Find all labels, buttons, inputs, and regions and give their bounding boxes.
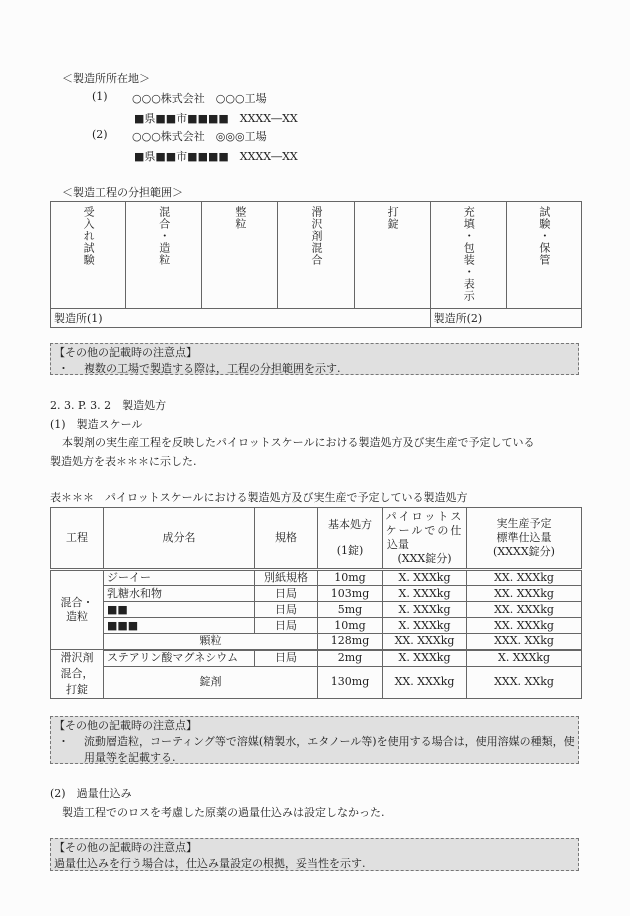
spec: 日局 [255,618,318,634]
pilot-amount: X. XXXkg [383,650,467,667]
spec: 日局 [255,586,318,602]
basic-amount: 10mg [318,618,383,634]
note-1-text: 複数の工場で製造する際は，工程の分担範囲を示す. [84,362,341,375]
note-box-2 [50,716,579,764]
spec: 別紙規格 [255,570,318,586]
total-basic: 130mg [318,666,383,698]
site-1-range: 製造所(1) [51,309,431,328]
step-sizing: 整粒 [202,202,278,309]
subsection-overage: (2) 過量仕込み [50,787,132,800]
pilot-amount: X. XXXkg [383,586,467,602]
process-mixing-granulation: 混合・造粒 [51,570,104,650]
ingredient-name: ■■■ [104,618,255,634]
note-2-text: 流動層造粒，コーティング等で溶媒(精製水，エタノール等)を使用する場合は，使用溶媒の種類，使用量等を記載する. [84,735,575,764]
header-ingredient: 成分名 [104,508,255,570]
table-row [51,570,582,586]
step-mixing-granulation: 混合・造粒 [126,202,202,309]
basic-amount: 5mg [318,602,383,618]
note-box-3 [50,838,579,871]
subtotal-row [51,634,582,650]
process-lubricant-tableting: 滑沢剤 混合， 打錠 [51,650,104,699]
total-label: 錠剤 [104,666,318,698]
site-2-address: ■県■■市■■■■ XXXX―XX [134,150,298,163]
step-receiving-test: 受入れ試験 [51,202,126,309]
pilot-amount: X. XXXkg [383,618,467,634]
step-filling-packaging: 充填・包装・表示 [430,202,506,309]
header-spec: 規格 [255,508,318,570]
table-row [51,618,582,634]
formula-table-caption: 表＊＊＊ パイロットスケールにおける製造処方及び実生産で予定している製造処方 [50,491,468,504]
process-share-table [50,201,582,328]
paragraph-1-line-1: 本製剤の実生産工程を反映したパイロットスケールにおける製造処方及び実生産で予定している [62,436,535,449]
header-pilot-charge: パイロットス ケールでの仕 込量 (XXX錠分) [383,508,467,570]
header-process: 工程 [51,508,104,570]
pilot-amount: X. XXXkg [383,570,467,586]
note-1-bullet: ・ [58,362,69,375]
site-2-name: ○○○株式会社 ◎◎◎工場 [132,130,267,143]
header-basic-formula: 基本処方 (1錠) [318,508,383,570]
subsection-manufacturing-scale: (1) 製造スケール [50,418,143,431]
site-1-address: ■県■■市■■■■ XXXX―XX [134,112,298,125]
note-box-1 [50,343,579,375]
production-amount: XX. XXXkg [467,586,582,602]
site-2-range: 製造所(2) [430,309,581,328]
subtotal-basic: 128mg [318,634,383,650]
ingredient-name: ジーイー [104,570,255,586]
ingredient-name: ステアリン酸マグネシウム [104,650,255,667]
note-1-title: 【その他の記載時の注意点】 [54,346,197,359]
site-2-number: (2) [92,128,108,141]
header-production-charge: 実生産予定 標準仕込量 (XXXX錠分) [467,508,582,570]
step-lubricant-mixing: 滑沢剤混合 [278,202,354,309]
table-row [51,586,582,602]
production-amount: XX. XXXkg [467,570,582,586]
subtotal-pilot: XX. XXXkg [383,634,467,650]
subtotal-production: XXX. XXkg [467,634,582,650]
section-heading: 2. 3. P. 3. 2 製造処方 [50,399,167,412]
ingredient-name: ■■ [104,602,255,618]
site-1-number: (1) [92,90,108,103]
note-3-text: 過量仕込みを行う場合は，仕込み量設定の根拠，妥当性を示す. [54,857,366,870]
ingredient-name: 乳糖水和物 [104,586,255,602]
note-2-title: 【その他の記載時の注意点】 [54,719,197,732]
production-amount: XX. XXXkg [467,602,582,618]
basic-amount: 2mg [318,650,383,667]
sites-heading: ＜製造所所在地＞ [62,72,150,85]
subtotal-label: 顆粒 [104,634,318,650]
total-production: XXX. XXkg [467,666,582,698]
formula-table [50,507,582,699]
basic-amount: 103mg [318,586,383,602]
note-3-title: 【その他の記載時の注意点】 [54,841,197,854]
table-row [51,602,582,618]
total-row [51,666,582,698]
spec: 日局 [255,650,318,667]
pilot-amount: X. XXXkg [383,602,467,618]
step-tableting: 打錠 [354,202,430,309]
step-testing-storage: 試験・保管 [506,202,581,309]
overage-paragraph: 製造工程でのロスを考慮した原薬の過量仕込みは設定しなかった. [62,806,385,819]
spec: 日局 [255,602,318,618]
paragraph-1-line-2: 製造処方を表＊＊＊に示した. [50,455,197,468]
note-2-bullet: ・ [58,735,69,748]
production-amount: X. XXXkg [467,650,582,667]
basic-amount: 10mg [318,570,383,586]
total-pilot: XX. XXXkg [383,666,467,698]
process-table-heading: ＜製造工程の分担範囲＞ [62,186,183,199]
production-amount: XX. XXXkg [467,618,582,634]
table-row [51,650,582,667]
site-1-name: ○○○株式会社 ○○○工場 [132,92,267,105]
